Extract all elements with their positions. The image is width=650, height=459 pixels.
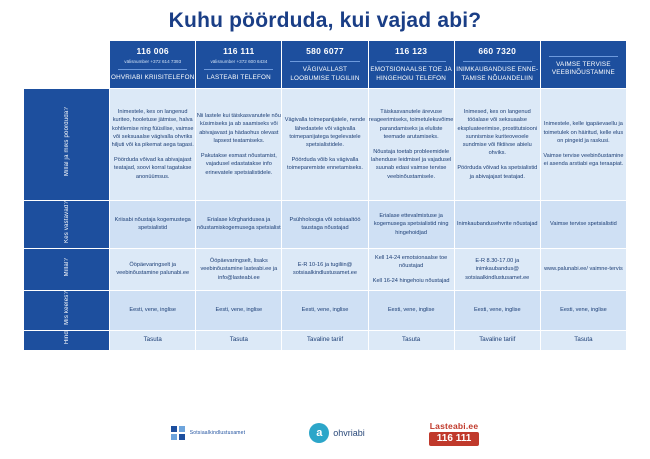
cell-paragraph: Tavaline tariif bbox=[306, 336, 344, 344]
column-header-0 bbox=[110, 41, 196, 89]
table-row bbox=[24, 248, 627, 290]
cell-paragraph: Ööpäevaringselt, lisaks veebinõustamine lasteabi.ee ja info@lasteabi.ee bbox=[200, 258, 278, 281]
divider bbox=[290, 61, 359, 62]
cell-1-3 bbox=[368, 201, 454, 249]
table-row bbox=[24, 290, 627, 330]
cell-paragraph: Vägivalla toimepanijatele, nende lähedastele või vägivalla toimepanijatega tegelevatele spetsialistidele. bbox=[284, 117, 366, 148]
phone-subnote: välisnumber +372 614 7393 bbox=[124, 59, 182, 65]
cell-paragraph: Inimesed, kes on langenud tööalase või seksuaalse ekspluateerimise, prostitutsiooni sunnismise kuriteoveoele sundmise või fiktiivse abielu ohviks. bbox=[457, 109, 538, 157]
row-label-text: Millal ja miks pöörduda? bbox=[63, 107, 70, 177]
cell-3-4 bbox=[454, 290, 540, 330]
phone-number: 116 006 bbox=[136, 46, 169, 57]
cell-paragraph: Inimestele, kelle igapäevaellu ja toimetulek on häiritud, kelle elus on pingeid ja raskusi. bbox=[543, 121, 624, 144]
logo-lasteabi bbox=[429, 421, 480, 446]
column-header-3 bbox=[368, 41, 454, 89]
column-header-1 bbox=[196, 41, 282, 89]
cell-paragraph: Tasuta bbox=[574, 336, 593, 344]
cell-paragraph: Psühholoogia või sotsiaaltöö taustaga nõustajad bbox=[289, 217, 361, 232]
cell-paragraph: Vaimse tervise veebinõustamine ei asenda arstiabi ega teraapiat. bbox=[543, 153, 624, 168]
column-header-2 bbox=[282, 41, 368, 89]
logo-label: Sotsiaalkindlustusamet bbox=[189, 429, 246, 436]
cell-3-0 bbox=[110, 290, 196, 330]
square-shape bbox=[179, 434, 185, 440]
cell-paragraph: Ööpäevaringselt ja veebinõustamine palunabi.ee bbox=[116, 262, 190, 277]
cell-0-4 bbox=[454, 89, 540, 201]
cell-3-2 bbox=[282, 290, 368, 330]
cell-3-3 bbox=[368, 290, 454, 330]
row-label-4 bbox=[24, 330, 110, 350]
cell-paragraph: Erialase ettevalmistuse ja kogemusega spetsialistid ning hingehoidjad bbox=[373, 213, 449, 236]
cell-4-5 bbox=[540, 330, 626, 350]
divider bbox=[118, 69, 187, 70]
page-title: Kuhu pöörduda, kui vajad abi? bbox=[168, 9, 482, 32]
cell-paragraph: Pöörduda võib ka vägivalla toimeparemiste ennetamiseks. bbox=[287, 157, 363, 172]
logo-ohvriabi bbox=[309, 423, 365, 443]
service-name: LASTEABI TELEFON bbox=[206, 74, 271, 82]
footer-logos bbox=[0, 413, 650, 453]
cell-2-4 bbox=[454, 248, 540, 290]
row-label-text: Millal? bbox=[63, 257, 70, 277]
cell-paragraph: E-R 8.30-17.00 ja inimkaubandus@ sotsiaalkindlustusamet.ee bbox=[465, 258, 530, 281]
row-label-text: Hind bbox=[63, 331, 70, 345]
cell-0-2 bbox=[282, 89, 368, 201]
cell-1-5 bbox=[540, 201, 626, 249]
cell-1-2 bbox=[282, 201, 368, 249]
cell-1-0 bbox=[110, 201, 196, 249]
cell-1-1 bbox=[196, 201, 282, 249]
cell-4-3 bbox=[368, 330, 454, 350]
cell-paragraph: Nõustaja toetab probleemidele lahenduse leidmisel ja vajadusel suunab edasi vaimse tervise veebinõustamisele. bbox=[371, 149, 452, 180]
service-name: INIMKAUBANDUSE ENNE-TAMISE NÕUANDELIIN bbox=[456, 66, 539, 82]
logo-phone-number: 116 111 bbox=[429, 432, 480, 446]
cell-paragraph: Kriisabi nõustaja kogemustega spetsialistid bbox=[114, 217, 191, 232]
service-name: VÄGIVALLAST LOOBUMISE TUGILIIN bbox=[290, 66, 360, 82]
cell-paragraph: Vaimse tervise spetsialistid bbox=[550, 221, 617, 228]
cell-paragraph: www.palunabi.ee/ vaimne-tervis bbox=[544, 266, 623, 273]
square-shape bbox=[179, 426, 185, 432]
cell-paragraph: Inimestele, kes on langenud kuriteo, hooletuse jätmise, halva kohtlemise ning füüsilise, vaimse või seksuaalse vägivalla ohvriks hiljuti või ka pikemat aega tagasi. bbox=[111, 109, 194, 148]
phone-number: 660 7320 bbox=[478, 46, 517, 56]
table-row bbox=[24, 89, 627, 201]
table-row bbox=[24, 330, 627, 350]
corner-spacer bbox=[24, 41, 110, 89]
column-header-4 bbox=[454, 41, 540, 89]
cell-paragraph: Tasuta bbox=[229, 336, 248, 344]
divider bbox=[463, 61, 532, 62]
cell-paragraph: Pakutakse esmast nõustamist, vajadusel edastatakse info erinevatele spetsialistidele. bbox=[200, 153, 277, 176]
squares-icon bbox=[171, 426, 185, 440]
cell-0-1 bbox=[196, 89, 282, 201]
row-label-3 bbox=[24, 290, 110, 330]
phone-number: 116 111 bbox=[223, 46, 255, 57]
cell-3-5 bbox=[540, 290, 626, 330]
cell-paragraph: Erialase kõrgharidusea ja nõustamiskogemusega spetsialist bbox=[197, 217, 281, 232]
cell-paragraph: Kell 16-24 hingehoiu nõustajad bbox=[372, 278, 450, 285]
logo-label: Lasteabi.ee bbox=[429, 420, 479, 431]
cell-paragraph: Tasuta bbox=[402, 336, 421, 344]
cell-paragraph: Nii lastele kui täiskasvanutele nõu küsimiseks ja ab saamiseks või abivajavast ja hädaohus olevast lapsest teatamiseks. bbox=[196, 113, 281, 144]
cell-paragraph: Täiskasvanutele ärevuse reageerimiseks, toimetulekuvõime parandamiseks ja eluliste teemade arutamiseks. bbox=[368, 109, 454, 140]
cell-4-1 bbox=[196, 330, 282, 350]
cell-paragraph: Eesti, vene, inglise bbox=[387, 307, 435, 314]
cell-1-4 bbox=[454, 201, 540, 249]
table-header-row bbox=[24, 41, 627, 89]
cell-4-4 bbox=[454, 330, 540, 350]
service-name: OHVRIABI KRIISITELEFON bbox=[110, 74, 195, 82]
square-shape bbox=[171, 426, 177, 432]
cell-paragraph: Eesti, vene, inglise bbox=[129, 307, 177, 314]
row-label-0 bbox=[24, 89, 110, 201]
cell-0-0 bbox=[110, 89, 196, 201]
services-table bbox=[23, 40, 627, 351]
cell-2-1 bbox=[196, 248, 282, 290]
phone-number: 116 123 bbox=[394, 46, 428, 56]
cell-0-3 bbox=[368, 89, 454, 201]
service-name: EMOTSIONAALSE TOE JA HINGEHOIU TELEFON bbox=[370, 66, 452, 82]
service-name: VAIMSE TERVISE VEEBINÕUSTAMINE bbox=[551, 60, 615, 76]
cell-paragraph: Tasuta bbox=[143, 336, 162, 344]
row-label-text: Kes vastavad? bbox=[63, 201, 70, 243]
speech-bubble-icon: a bbox=[309, 423, 329, 443]
cell-2-5 bbox=[540, 248, 626, 290]
logo-sotsiaalkindlustusamet bbox=[171, 426, 246, 440]
phone-subnote: välisnumber +372 600 6434 bbox=[210, 59, 268, 65]
divider bbox=[377, 61, 446, 62]
divider bbox=[549, 56, 618, 57]
cell-2-2 bbox=[282, 248, 368, 290]
cell-paragraph: Tavaline tariif bbox=[479, 336, 516, 344]
cell-paragraph: Eesti, vene, inglise bbox=[560, 307, 607, 314]
cell-paragraph: Pöörduda võivad ka abivajajast teatajad, soovi korral tagatakse anonüümsus. bbox=[113, 157, 192, 180]
cell-paragraph: E-R 10-16 ja tugiliin@ sotsiaalkindlustusamet.ee bbox=[292, 262, 358, 277]
cell-paragraph: Eesti, vene, inglise bbox=[215, 307, 263, 314]
cell-4-0 bbox=[110, 330, 196, 350]
cell-2-0 bbox=[110, 248, 196, 290]
square-shape bbox=[171, 434, 177, 440]
table-row bbox=[24, 201, 627, 249]
cell-2-3 bbox=[368, 248, 454, 290]
divider bbox=[204, 69, 273, 70]
cell-0-5 bbox=[540, 89, 626, 201]
cell-paragraph: Eesti, vene, inglise bbox=[301, 307, 349, 314]
row-label-text: Mis keeles? bbox=[63, 290, 70, 325]
cell-paragraph: Inimkaubandusehvrite nõustajad bbox=[457, 221, 538, 228]
cell-4-2 bbox=[282, 330, 368, 350]
cell-paragraph: Eesti, vene, inglise bbox=[473, 307, 521, 314]
cell-paragraph: Kell 14-24 emotsionaalse toe nõustajad bbox=[375, 254, 448, 269]
logo-label: ohvriabi bbox=[333, 428, 365, 438]
cell-paragraph: Pöörduda võivad ka spetsialistid ja abivajajast teatajad. bbox=[457, 165, 538, 180]
row-label-2 bbox=[24, 248, 110, 290]
column-header-5 bbox=[540, 41, 626, 89]
phone-number: 580 6077 bbox=[306, 46, 344, 56]
cell-3-1 bbox=[196, 290, 282, 330]
row-label-1 bbox=[24, 201, 110, 249]
